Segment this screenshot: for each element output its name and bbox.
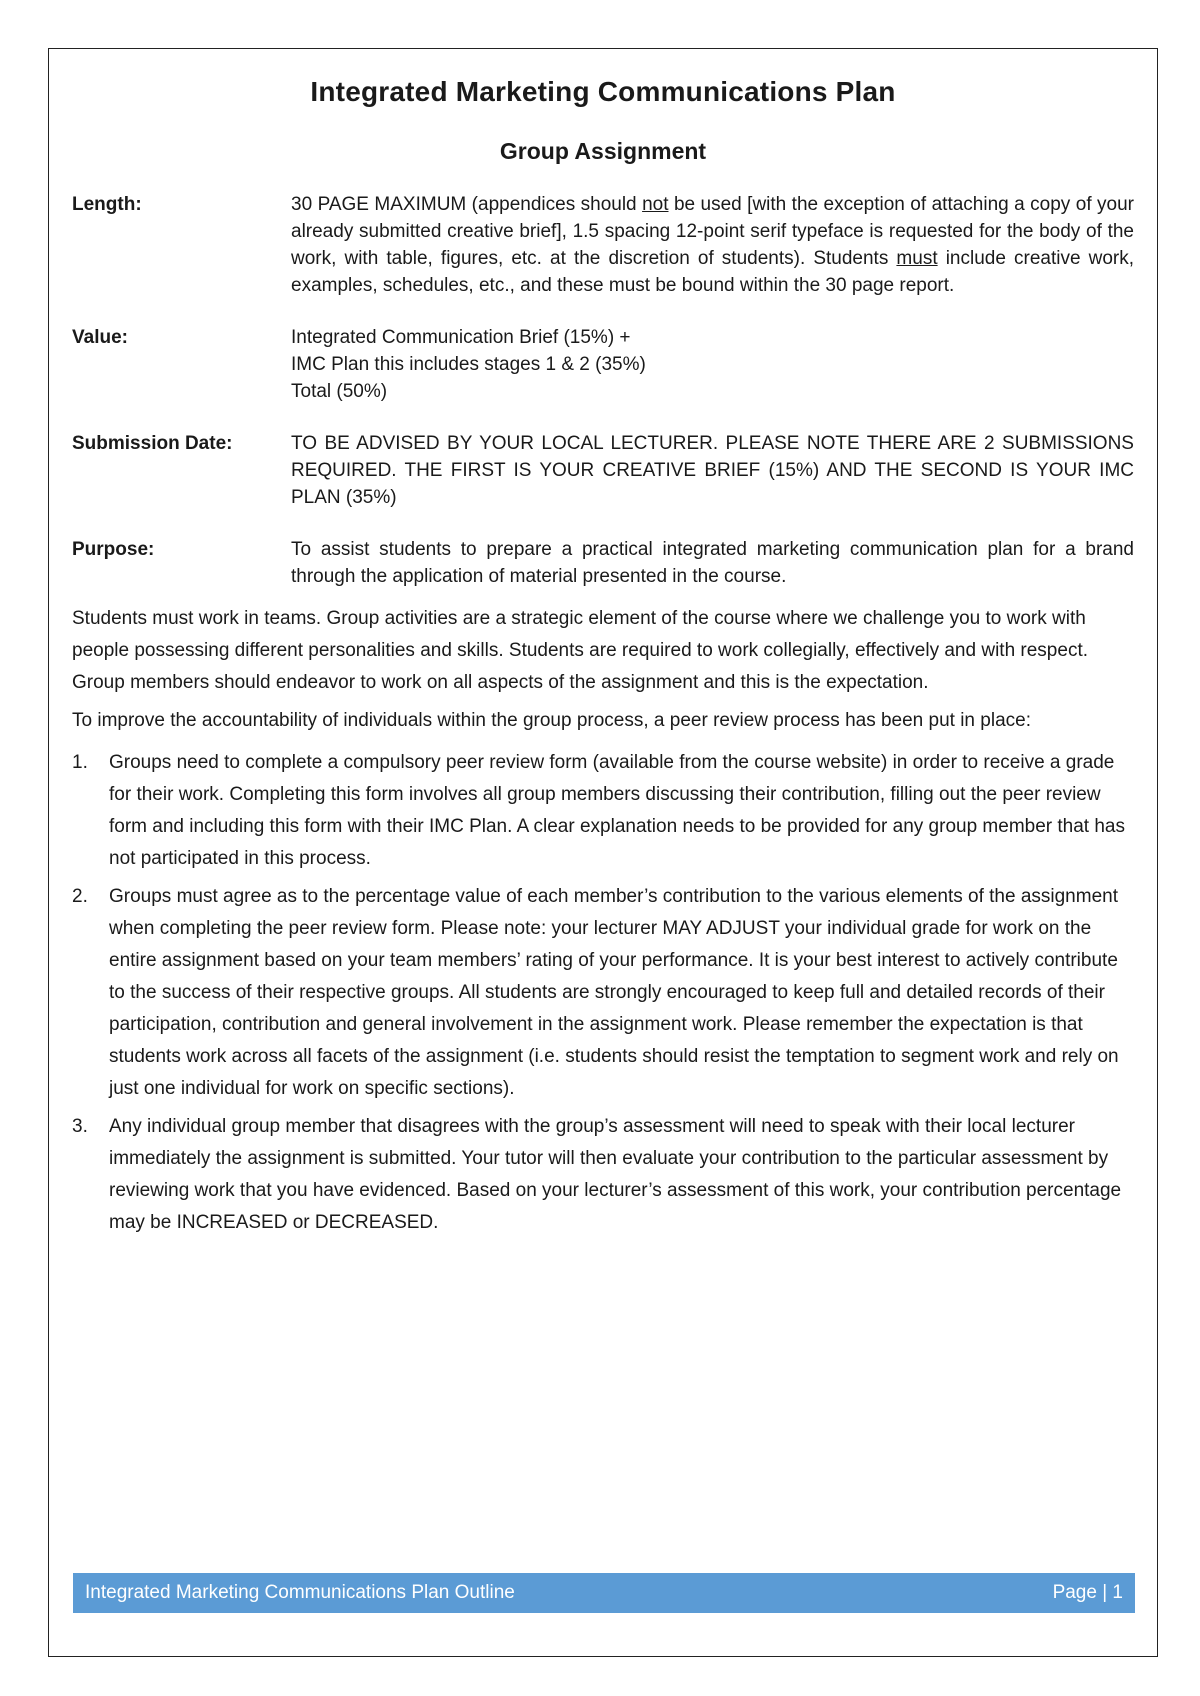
length-text-2: be used [with the exception of attaching a copy of your already submitted creative brief], 1.5 spacing 12-point serif typeface is requested for the body of the work, with table, figures, etc. at the discretion of students). Students bbox=[291, 194, 1134, 269]
document-subtitle: Group Assignment bbox=[499, 138, 707, 164]
value-row bbox=[72, 324, 1134, 405]
list-item-text: Groups must agree as to the percentage value of each member’s contribution to the various elements of the assignment when completing the peer review form. Please note: your lecturer MAY ADJUST your individual grade for work on the entire assignment based on your team members’ rating of your performance. It is your best interest to actively contribute to the success of their respective groups. All students are strongly encouraged to keep full and detailed records of their participation, contribution and general involvement in the assignment work. Please remember the expectation is that students work across all facets of the assignment (i.e. students should resist the temptation to segment work and rely on just one individual for work on specific sections). bbox=[109, 886, 1119, 1099]
accountability-paragraph: To improve the accountability of individuals within the group process, a peer review process has been put in place: bbox=[72, 710, 1031, 731]
list-item-number: 3. bbox=[72, 1116, 88, 1137]
page-footer bbox=[73, 1573, 1135, 1613]
page-number: Page | 1 bbox=[1052, 1582, 1123, 1603]
value-line-brief: Integrated Communication Brief (15%) + bbox=[291, 327, 631, 348]
purpose-label: Purpose: bbox=[72, 539, 155, 560]
length-underline-not: not bbox=[642, 194, 669, 215]
purpose-value: To assist students to prepare a practical integrated marketing communication plan for a brand through the application of material presented in the course. bbox=[291, 539, 1134, 587]
list-item-text: Any individual group member that disagrees with the group’s assessment will need to speak with their local lecturer immediately the assignment is submitted. Your tutor will then evaluate your contribution to the particular assessment by reviewing work that you have evidenced. Based on your lecturer’s assessment of this work, your contribution percentage may be INCREASED or DECREASED. bbox=[109, 1116, 1122, 1233]
list-item bbox=[72, 747, 1134, 875]
footer-title: Integrated Marketing Communications Plan Outline bbox=[85, 1582, 515, 1603]
value-line-plan: IMC Plan this includes stages 1 & 2 (35%) bbox=[291, 354, 646, 375]
length-value bbox=[291, 191, 1134, 299]
document-body bbox=[72, 72, 1134, 1245]
list-item-number: 2. bbox=[72, 886, 88, 907]
submission-row bbox=[72, 430, 1134, 511]
length-text-1: 30 PAGE MAXIMUM (appendices should bbox=[291, 194, 643, 215]
length-label: Length: bbox=[72, 194, 142, 215]
length-row bbox=[72, 191, 1134, 299]
requirements-list bbox=[72, 747, 1134, 1239]
document-title: Integrated Marketing Communications Plan bbox=[310, 76, 896, 107]
list-item-text: Groups need to complete a compulsory peer review form (available from the course website) in order to receive a grade for their work. Completing this form involves all group members discussing their contribution, filling out the peer review form and including this form with their IMC Plan. A clear explanation needs to be provided for any group member that has not participated in this process. bbox=[109, 752, 1125, 869]
purpose-row bbox=[72, 536, 1134, 590]
list-item bbox=[72, 881, 1134, 1105]
value-line-total: Total (50%) bbox=[291, 381, 388, 402]
length-text-3: include creative work, examples, schedules, etc., and these must be bound within the 30 page report. bbox=[291, 248, 1135, 296]
teams-paragraph: Students must work in teams. Group activities are a strategic element of the course where we challenge you to work with people possessing different personalities and skills. Students are required to work collegially, effectively and with respect. Group members should endeavor to work on all aspects of the assignment and this is the expectation. bbox=[72, 608, 1088, 693]
value-label: Value: bbox=[72, 327, 128, 348]
list-item bbox=[72, 1111, 1134, 1239]
length-underline-must: must bbox=[896, 248, 938, 269]
submission-label: Submission Date: bbox=[72, 433, 233, 454]
submission-value: TO BE ADVISED BY YOUR LOCAL LECTURER. PLEASE NOTE THERE ARE 2 SUBMISSIONS REQUIRED. THE FIRST IS YOUR CREATIVE BRIEF (15%) AND THE SECOND IS YOUR IMC PLAN (35%) bbox=[291, 433, 1134, 508]
list-item-number: 1. bbox=[72, 752, 88, 773]
value-lines bbox=[291, 324, 1134, 405]
